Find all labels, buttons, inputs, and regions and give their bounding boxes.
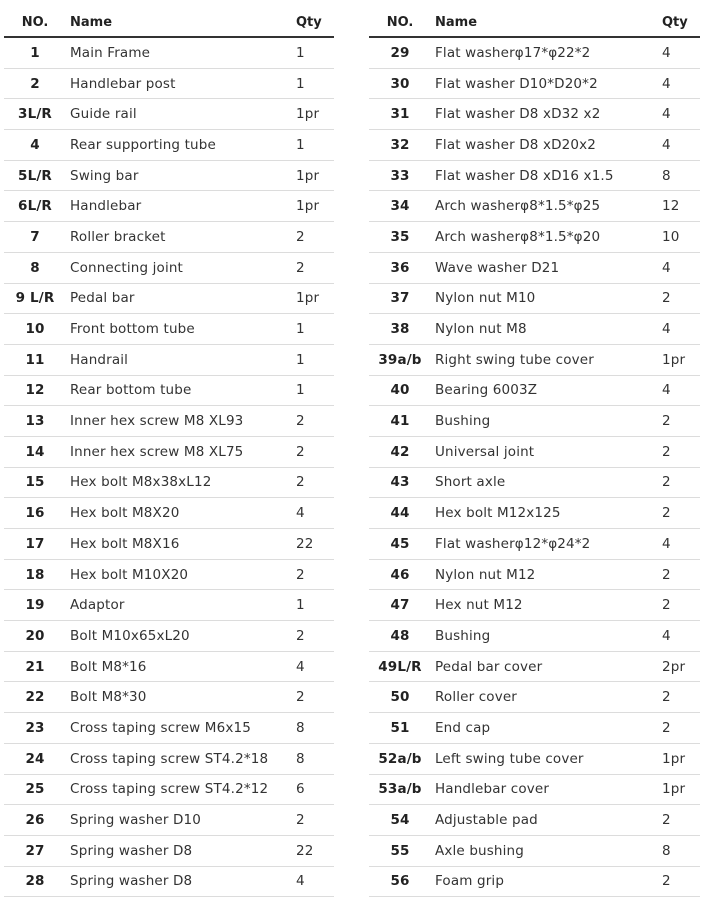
- part-name: Handlebar post: [66, 68, 296, 99]
- part-number: 42: [369, 436, 431, 467]
- part-name: Right swing tube cover: [431, 344, 662, 375]
- part-name: Bolt M10x65xL20: [66, 621, 296, 652]
- part-name: Hex bolt M10X20: [66, 559, 296, 590]
- part-number: 17: [4, 529, 66, 560]
- part-number: 14: [4, 436, 66, 467]
- part-qty: 2: [296, 467, 334, 498]
- part-number: 20: [4, 621, 66, 652]
- part-name: Arch washerφ8*1.5*φ20: [431, 222, 662, 253]
- part-number: 25: [4, 774, 66, 805]
- part-number: 36: [369, 252, 431, 283]
- table-row: [369, 467, 700, 498]
- part-number: 38: [369, 314, 431, 345]
- part-name: Hex bolt M8X20: [66, 498, 296, 529]
- part-number: 40: [369, 375, 431, 406]
- part-number: 41: [369, 406, 431, 437]
- part-qty: 4: [662, 130, 700, 161]
- table-row: [369, 436, 700, 467]
- table-row: [4, 283, 334, 314]
- part-number: 3L/R: [4, 99, 66, 130]
- header-qty: Qty: [296, 8, 334, 37]
- part-name: Hex nut M12: [431, 590, 662, 621]
- part-qty: 1pr: [296, 191, 334, 222]
- part-qty: 1: [296, 68, 334, 99]
- table-row: [4, 774, 334, 805]
- table-row: [4, 590, 334, 621]
- part-qty: 8: [662, 160, 700, 191]
- part-qty: 1pr: [296, 160, 334, 191]
- part-number: 33: [369, 160, 431, 191]
- table-row: [369, 191, 700, 222]
- part-qty: 1pr: [662, 743, 700, 774]
- part-name: Cross taping screw ST4.2*12: [66, 774, 296, 805]
- part-name: Hex bolt M12x125: [431, 498, 662, 529]
- part-number: 8: [4, 252, 66, 283]
- table-row: [4, 713, 334, 744]
- part-number: 16: [4, 498, 66, 529]
- part-qty: 2: [662, 713, 700, 744]
- part-number: 35: [369, 222, 431, 253]
- part-qty: 1: [296, 314, 334, 345]
- part-qty: 4: [662, 68, 700, 99]
- part-qty: 4: [662, 37, 700, 68]
- part-number: 21: [4, 651, 66, 682]
- part-qty: 2: [662, 406, 700, 437]
- part-number: 32: [369, 130, 431, 161]
- table-row: [4, 160, 334, 191]
- part-name: Cross taping screw ST4.2*18: [66, 743, 296, 774]
- part-qty: 22: [296, 529, 334, 560]
- part-number: 43: [369, 467, 431, 498]
- part-number: 4: [4, 130, 66, 161]
- part-number: 24: [4, 743, 66, 774]
- part-number: 50: [369, 682, 431, 713]
- part-qty: 1: [296, 375, 334, 406]
- part-number: 48: [369, 621, 431, 652]
- part-qty: 2: [662, 682, 700, 713]
- part-name: Rear bottom tube: [66, 375, 296, 406]
- part-number: 5L/R: [4, 160, 66, 191]
- part-name: Bolt M8*30: [66, 682, 296, 713]
- table-row: [369, 314, 700, 345]
- part-name: Main Frame: [66, 37, 296, 68]
- part-number: 49L/R: [369, 651, 431, 682]
- part-name: Roller cover: [431, 682, 662, 713]
- table-row: [369, 835, 700, 866]
- table-row: [369, 651, 700, 682]
- part-qty: 8: [296, 743, 334, 774]
- table-row: [369, 375, 700, 406]
- part-qty: 4: [662, 99, 700, 130]
- table-row: [4, 651, 334, 682]
- part-name: Handlebar cover: [431, 774, 662, 805]
- part-name: Nylon nut M12: [431, 559, 662, 590]
- part-qty: 2: [296, 252, 334, 283]
- part-number: 11: [4, 344, 66, 375]
- table-row: [4, 805, 334, 836]
- part-qty: 10: [662, 222, 700, 253]
- part-qty: 8: [296, 713, 334, 744]
- header-name: Name: [66, 8, 296, 37]
- part-name: Inner hex screw M8 XL75: [66, 436, 296, 467]
- part-qty: 4: [662, 529, 700, 560]
- table-row: [369, 283, 700, 314]
- part-name: Swing bar: [66, 160, 296, 191]
- table-row: [4, 344, 334, 375]
- part-qty: 4: [662, 375, 700, 406]
- part-qty: 1pr: [296, 99, 334, 130]
- part-name: Guide rail: [66, 99, 296, 130]
- part-number: 29: [369, 37, 431, 68]
- table-row: [4, 406, 334, 437]
- part-qty: 4: [662, 314, 700, 345]
- table-header-row: [369, 8, 700, 37]
- part-qty: 2: [662, 498, 700, 529]
- table-row: [369, 805, 700, 836]
- table-row: [369, 621, 700, 652]
- parts-rows-right: [369, 37, 700, 897]
- table-row: [369, 344, 700, 375]
- header-no: NO.: [4, 8, 66, 37]
- part-qty: 1pr: [662, 344, 700, 375]
- part-number: 37: [369, 283, 431, 314]
- part-qty: 2: [662, 283, 700, 314]
- part-name: End cap: [431, 713, 662, 744]
- part-name: Arch washerφ8*1.5*φ25: [431, 191, 662, 222]
- table-row: [4, 130, 334, 161]
- table-row: [4, 68, 334, 99]
- part-qty: 1: [296, 590, 334, 621]
- table-row: [369, 406, 700, 437]
- part-qty: 2: [662, 436, 700, 467]
- part-number: 12: [4, 375, 66, 406]
- part-qty: 2: [662, 590, 700, 621]
- part-name: Adaptor: [66, 590, 296, 621]
- table-row: [4, 498, 334, 529]
- parts-list-table-left: [4, 8, 334, 897]
- part-number: 53a/b: [369, 774, 431, 805]
- part-number: 6L/R: [4, 191, 66, 222]
- part-name: Roller bracket: [66, 222, 296, 253]
- part-name: Short axle: [431, 467, 662, 498]
- part-number: 54: [369, 805, 431, 836]
- part-name: Pedal bar: [66, 283, 296, 314]
- table-row: [369, 252, 700, 283]
- part-name: Spring washer D8: [66, 835, 296, 866]
- part-number: 45: [369, 529, 431, 560]
- part-name: Handlebar: [66, 191, 296, 222]
- part-name: Adjustable pad: [431, 805, 662, 836]
- table-header-row: [4, 8, 334, 37]
- part-qty: 2: [662, 866, 700, 897]
- part-name: Bushing: [431, 406, 662, 437]
- part-number: 19: [4, 590, 66, 621]
- part-qty: 2: [296, 621, 334, 652]
- table-row: [4, 529, 334, 560]
- table-row: [4, 621, 334, 652]
- part-number: 18: [4, 559, 66, 590]
- table-row: [369, 866, 700, 897]
- part-qty: 1pr: [296, 283, 334, 314]
- part-name: Hex bolt M8X16: [66, 529, 296, 560]
- part-number: 26: [4, 805, 66, 836]
- parts-rows-left: [4, 37, 334, 897]
- part-name: Flat washerφ17*φ22*2: [431, 37, 662, 68]
- part-qty: 2: [296, 222, 334, 253]
- part-name: Spring washer D10: [66, 805, 296, 836]
- part-name: Foam grip: [431, 866, 662, 897]
- part-qty: 6: [296, 774, 334, 805]
- part-qty: 2: [296, 406, 334, 437]
- part-name: Cross taping screw M6x15: [66, 713, 296, 744]
- part-name: Flat washer D8 xD16 x1.5: [431, 160, 662, 191]
- table-row: [4, 314, 334, 345]
- part-name: Flat washerφ12*φ24*2: [431, 529, 662, 560]
- table-row: [369, 559, 700, 590]
- part-number: 52a/b: [369, 743, 431, 774]
- table-row: [4, 682, 334, 713]
- part-name: Bearing 6003Z: [431, 375, 662, 406]
- part-number: 55: [369, 835, 431, 866]
- part-qty: 12: [662, 191, 700, 222]
- part-number: 51: [369, 713, 431, 744]
- part-qty: 4: [662, 621, 700, 652]
- part-qty: 1: [296, 37, 334, 68]
- part-number: 23: [4, 713, 66, 744]
- part-number: 39a/b: [369, 344, 431, 375]
- table-row: [4, 222, 334, 253]
- table-row: [369, 743, 700, 774]
- part-qty: 22: [296, 835, 334, 866]
- part-qty: 2: [662, 467, 700, 498]
- part-number: 1: [4, 37, 66, 68]
- part-qty: 2: [662, 559, 700, 590]
- part-number: 30: [369, 68, 431, 99]
- table-row: [4, 37, 334, 68]
- part-name: Handrail: [66, 344, 296, 375]
- part-qty: 4: [296, 498, 334, 529]
- part-number: 27: [4, 835, 66, 866]
- part-number: 44: [369, 498, 431, 529]
- part-qty: 4: [296, 866, 334, 897]
- part-number: 47: [369, 590, 431, 621]
- part-qty: 2: [296, 436, 334, 467]
- table-row: [4, 99, 334, 130]
- table-row: [369, 160, 700, 191]
- part-name: Pedal bar cover: [431, 651, 662, 682]
- table-row: [369, 529, 700, 560]
- part-number: 46: [369, 559, 431, 590]
- part-name: Universal joint: [431, 436, 662, 467]
- part-name: Left swing tube cover: [431, 743, 662, 774]
- table-row: [369, 774, 700, 805]
- part-name: Inner hex screw M8 XL93: [66, 406, 296, 437]
- table-row: [4, 436, 334, 467]
- table-row: [4, 191, 334, 222]
- table-row: [369, 682, 700, 713]
- table-row: [4, 559, 334, 590]
- part-number: 15: [4, 467, 66, 498]
- part-qty: 8: [662, 835, 700, 866]
- part-qty: 1: [296, 344, 334, 375]
- header-name: Name: [431, 8, 662, 37]
- part-number: 9 L/R: [4, 283, 66, 314]
- table-row: [369, 222, 700, 253]
- part-number: 34: [369, 191, 431, 222]
- table-row: [369, 130, 700, 161]
- header-no: NO.: [369, 8, 431, 37]
- part-name: Bolt M8*16: [66, 651, 296, 682]
- part-number: 13: [4, 406, 66, 437]
- part-qty: 2: [662, 805, 700, 836]
- part-number: 22: [4, 682, 66, 713]
- part-number: 31: [369, 99, 431, 130]
- part-name: Flat washer D8 xD20x2: [431, 130, 662, 161]
- part-qty: 2: [296, 559, 334, 590]
- table-row: [4, 866, 334, 897]
- part-number: 7: [4, 222, 66, 253]
- part-name: Rear supporting tube: [66, 130, 296, 161]
- part-name: Hex bolt M8x38xL12: [66, 467, 296, 498]
- table-row: [369, 498, 700, 529]
- part-name: Flat washer D10*D20*2: [431, 68, 662, 99]
- part-qty: 1pr: [662, 774, 700, 805]
- part-number: 10: [4, 314, 66, 345]
- part-name: Wave washer D21: [431, 252, 662, 283]
- parts-list-table-right: [369, 8, 700, 897]
- table-row: [369, 590, 700, 621]
- part-name: Front bottom tube: [66, 314, 296, 345]
- table-row: [4, 375, 334, 406]
- part-number: 28: [4, 866, 66, 897]
- part-number: 2: [4, 68, 66, 99]
- part-name: Axle bushing: [431, 835, 662, 866]
- part-qty: 4: [662, 252, 700, 283]
- part-qty: 2: [296, 805, 334, 836]
- header-qty: Qty: [662, 8, 700, 37]
- part-name: Nylon nut M10: [431, 283, 662, 314]
- table-row: [4, 252, 334, 283]
- table-row: [4, 467, 334, 498]
- table-row: [369, 37, 700, 68]
- part-qty: 2: [296, 682, 334, 713]
- part-name: Nylon nut M8: [431, 314, 662, 345]
- table-row: [369, 99, 700, 130]
- table-row: [4, 743, 334, 774]
- part-name: Flat washer D8 xD32 x2: [431, 99, 662, 130]
- part-qty: 1: [296, 130, 334, 161]
- part-number: 56: [369, 866, 431, 897]
- table-row: [369, 713, 700, 744]
- part-name: Connecting joint: [66, 252, 296, 283]
- part-name: Bushing: [431, 621, 662, 652]
- table-row: [369, 68, 700, 99]
- table-row: [4, 835, 334, 866]
- part-qty: 2pr: [662, 651, 700, 682]
- part-name: Spring washer D8: [66, 866, 296, 897]
- part-qty: 4: [296, 651, 334, 682]
